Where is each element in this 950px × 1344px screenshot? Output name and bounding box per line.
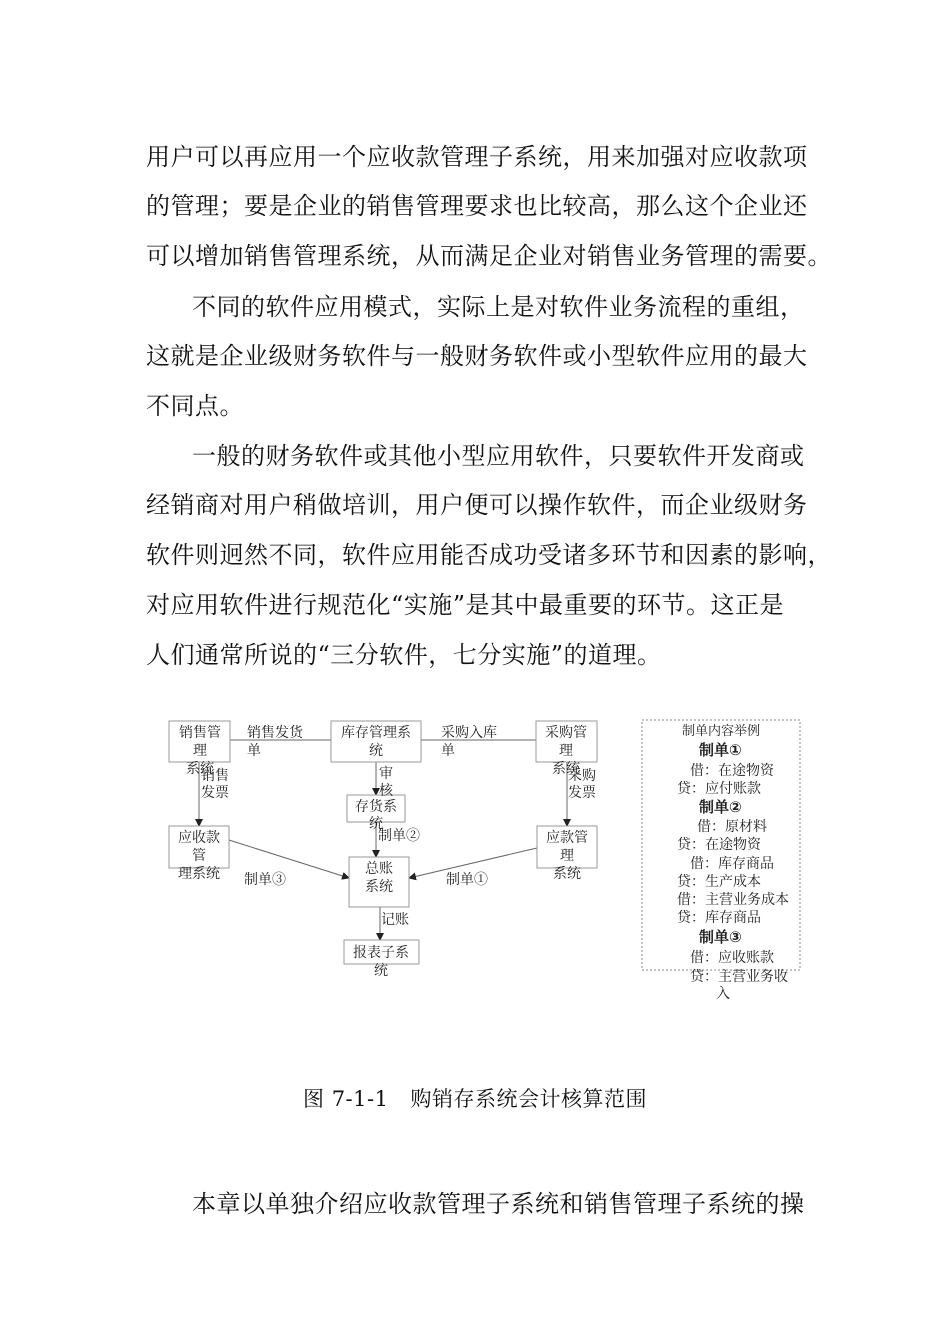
flow-label: 单: [247, 743, 261, 759]
paragraph-line: 这就是企业级财务软件与一般财务软件或小型软件应用的最大: [146, 342, 808, 370]
legend-entry: 贷：库存商品: [677, 910, 761, 926]
legend-entry: 贷：在途物资: [677, 837, 761, 853]
box-label: 统: [374, 963, 388, 979]
box-label: 采购管: [545, 725, 587, 741]
flow-label: 销售发货: [247, 725, 303, 741]
flow-label: 制单③: [244, 872, 286, 888]
legend-entry: 贷：应付账款: [677, 781, 761, 797]
legend-entry: 借：原材料: [697, 819, 767, 835]
box-label: 库存管理系: [341, 725, 411, 741]
paragraph-line: 人们通常所说的“三分软件，七分实施”的道理。: [146, 641, 662, 669]
box-label: 系统: [553, 866, 581, 882]
box-label: 系统: [365, 879, 393, 895]
box-label: 系统: [552, 761, 580, 777]
box-label: 应收款: [178, 830, 220, 846]
flow-label: 单: [441, 743, 455, 759]
paragraph-line: 软件则迥然不同，软件应用能否成功受诸多环节和因素的影响，: [146, 541, 832, 569]
legend-entry: 借：主营业务成本: [677, 892, 789, 908]
box-label: 理: [559, 743, 573, 759]
figure-number: 图 7-1-1: [303, 1087, 389, 1111]
box-label: 统: [369, 816, 383, 832]
flow-label: 发票: [201, 785, 229, 801]
flow-label: 采购入库: [441, 725, 497, 741]
box-label: 报表子系: [353, 945, 409, 961]
paragraph-line: 不同点。: [146, 392, 244, 420]
legend-voucher-heading: 制单①: [699, 741, 742, 759]
paragraph-line: 对应用软件进行规范化“实施”是其中最重要的环节。这正是: [146, 591, 785, 619]
box-label: 应款管: [546, 830, 588, 846]
paragraph-line: 的管理；要是企业的销售管理要求也比较高，那么这个企业还: [146, 192, 808, 220]
box-label: 理: [560, 848, 574, 864]
box-label: 销售管: [179, 725, 221, 741]
legend-lines: [677, 741, 789, 1002]
paragraph-line: 不同的软件应用模式，实际上是对软件业务流程的重组，: [192, 293, 805, 321]
box-label: 管: [192, 848, 206, 864]
figure-title: 购销存系统会计核算范围: [410, 1087, 647, 1111]
legend-voucher-heading: 制单②: [699, 798, 742, 816]
paragraph-line: 用户可以再应用一个应收款管理子系统，用来加强对应收款项: [146, 143, 808, 171]
flow-label: 发票: [568, 785, 596, 801]
legend-entry: 借：应收账款: [690, 950, 774, 966]
legend-entry: 贷：主营业务收: [690, 969, 788, 985]
paragraph-line: 本章以单独介绍应收款管理子系统和销售管理子系统的操: [192, 1190, 805, 1218]
box-label: 系统: [186, 761, 214, 777]
paragraph-line: 一般的财务软件或其他小型应用软件，只要软件开发商或: [192, 442, 805, 470]
flow-label: 销售: [201, 768, 229, 784]
paragraph-line: 可以增加销售管理系统，从而满足企业对销售业务管理的需要。: [146, 242, 832, 270]
flow-label: 采购: [568, 768, 596, 784]
paragraph-line: 经销商对用户稍做培训，用户便可以操作软件，而企业级财务: [146, 491, 808, 519]
box-label: 存货系: [355, 799, 397, 815]
box-label: 总账: [365, 861, 393, 877]
legend-title: 制单内容举例: [681, 724, 761, 739]
figure-caption: [0, 1083, 950, 1113]
flow-label: 制单①: [446, 872, 488, 888]
flow-label: 审: [379, 766, 393, 782]
flow-label: 核: [379, 783, 393, 799]
flow-label: 记账: [381, 912, 409, 928]
legend-entry: 入: [716, 986, 730, 1002]
legend-entry: 借：在途物资: [690, 763, 774, 779]
legend-voucher-heading: 制单③: [699, 928, 742, 946]
legend-entry: 借：库存商品: [690, 856, 774, 872]
box-label: 理: [193, 743, 207, 759]
box-label: 理系统: [178, 866, 220, 882]
flow-label: 制单②: [378, 828, 420, 844]
legend-entry: 贷：生产成本: [677, 874, 761, 890]
box-label: 统: [369, 743, 383, 759]
